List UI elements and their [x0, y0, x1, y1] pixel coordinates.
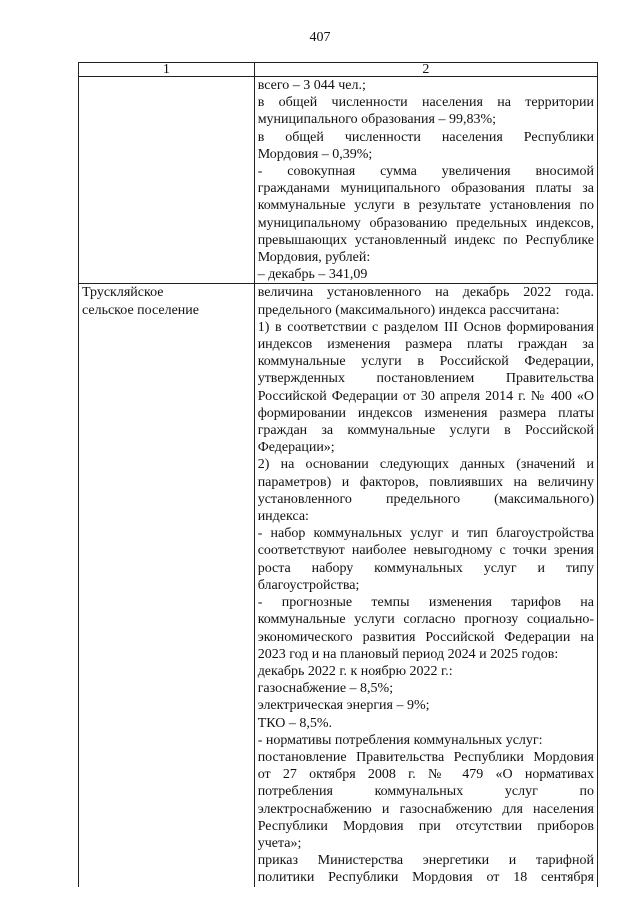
- text-line: - совокупная сумма увеличения вносимой: [257, 164, 594, 180]
- text-line: Российской Федерации от 30 апреля 2014 г. № 400 «О: [257, 388, 594, 404]
- settlement-type: сельское поселение: [82, 302, 199, 318]
- text-line: – декабрь – 341,09: [257, 267, 368, 283]
- text-line: утвержденных постановлением Правительства: [257, 371, 594, 387]
- text-line: - нормативы потребления коммунальных услуг:: [257, 732, 543, 748]
- table-row: [79, 284, 598, 887]
- settlement-name: Трускляйское: [82, 285, 164, 301]
- text-line: электрическая энергия – 9%;: [257, 698, 430, 714]
- text-line: приказ Министерства энергетики и тарифной: [257, 853, 594, 869]
- text-line: экономического развития Российской Федерации на: [257, 629, 594, 645]
- text-line: параметров) и факторов, повлиявших на величину: [257, 474, 594, 490]
- column-header-2: 2: [254, 63, 597, 77]
- text-line: величина установленного на декабрь 2022 года.: [257, 285, 594, 301]
- text-line: установленного предельного (максимального): [257, 491, 594, 507]
- text-line: - прогнозные темпы изменения тарифов на: [257, 595, 594, 611]
- text-line: формировании индексов изменения размера платы: [257, 405, 594, 421]
- data-table: [78, 62, 598, 887]
- text-line: постановление Правительства Республики Мордовия: [257, 749, 594, 765]
- text-line: коммунальные услуги в результате установления по: [257, 198, 594, 214]
- row1-col2: [254, 77, 597, 284]
- text-line: от 27 октября 2008 г. № 479 «О нормативах: [257, 767, 594, 783]
- text-line: граждан за коммунальные услуги в Российской: [257, 423, 594, 439]
- table-row: [79, 77, 598, 284]
- text-line: соответствуют наиболее невыгодному с точки зрения: [257, 543, 594, 559]
- text-line: в общей численности населения на территории: [257, 95, 594, 111]
- page-number: 407: [309, 30, 331, 45]
- text-line: всего – 3 044 чел.;: [257, 78, 366, 93]
- text-line: муниципального образования – 99,83%;: [257, 112, 497, 128]
- text-line: политики Республики Мордовия от 18 сентября: [257, 870, 594, 886]
- text-line: газоснабжение – 8,5%;: [257, 681, 394, 697]
- text-line: учета»;: [257, 835, 302, 851]
- text-line: 1) в соответствии с разделом III Основ формирования: [257, 319, 594, 335]
- row2-col1: [79, 284, 255, 887]
- row2-col2: [254, 284, 597, 887]
- text-line: 2) на основании следующих данных (значений и: [257, 457, 594, 473]
- text-line: индексов изменения размера платы граждан за: [257, 337, 594, 353]
- text-line: ТКО – 8,5%.: [257, 715, 333, 731]
- text-line: коммунальные услуги в Российской Федерации,: [257, 354, 594, 370]
- row1-col1: [79, 77, 255, 284]
- text-line: роста набору коммунальных услуг и типу: [257, 560, 594, 576]
- text-line: превышающих установленный индекс по Республике: [257, 232, 594, 248]
- text-line: коммунальные услуги согласно прогнозу социально-: [257, 612, 594, 628]
- table-header-row: [79, 63, 598, 77]
- text-line: потребления коммунальных услуг по: [257, 784, 594, 800]
- text-line: - набор коммунальных услуг и тип благоустройства: [257, 526, 594, 542]
- text-line: благоустройства;: [257, 577, 360, 593]
- text-line: 2023 год и на плановый период 2024 и 2025 годов:: [257, 646, 559, 662]
- text-line: в общей численности населения Республики: [257, 129, 594, 145]
- text-line: Республики Мордовия при отсутствии приборов: [257, 818, 594, 834]
- text-line: индекса:: [257, 509, 309, 525]
- text-line: муниципальному образованию предельных индексов,: [257, 215, 594, 231]
- text-line: декабрь 2022 г. к ноябрю 2022 г.:: [257, 663, 453, 679]
- column-header-1: 1: [79, 63, 255, 77]
- text-line: Мордовия, рублей:: [257, 250, 371, 266]
- text-line: гражданами муниципального образования платы за: [257, 181, 594, 197]
- text-line: электроснабжению и газоснабжению для населения: [257, 801, 594, 817]
- text-line: Федерации»;: [257, 440, 335, 456]
- text-line: предельного (максимального) индекса рассчитана:: [257, 302, 560, 318]
- text-line: Мордовия – 0,39%;: [257, 146, 373, 162]
